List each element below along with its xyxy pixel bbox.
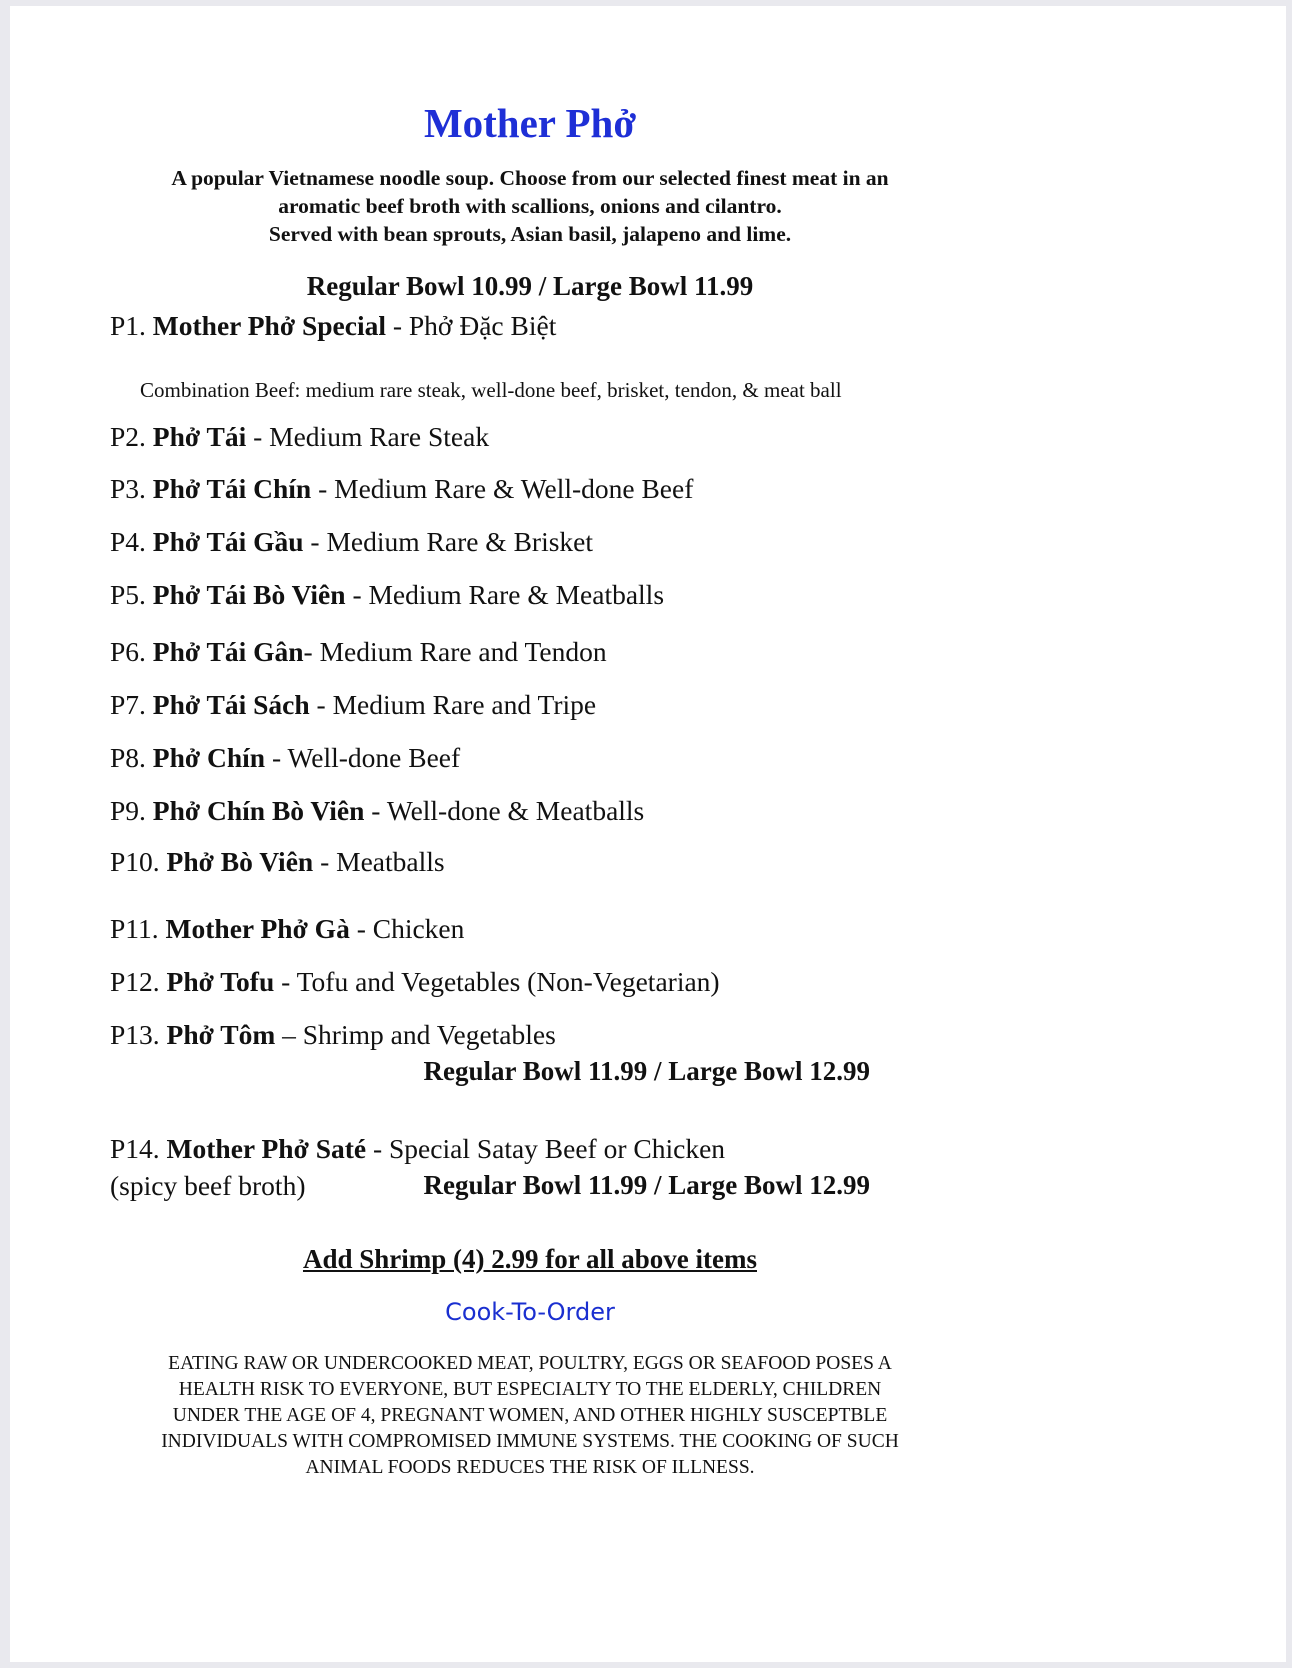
menu-item-p2 bbox=[110, 421, 489, 453]
item-desc: - Tofu and Vegetables (Non-Vegetarian) bbox=[274, 966, 720, 997]
menu-item-p6 bbox=[110, 636, 607, 668]
intro-line: aromatic beef broth with scallions, onions and cilantro. bbox=[278, 194, 782, 218]
p1-detail: Combination Beef: medium rare steak, well-done beef, brisket, tendon, & meat ball bbox=[140, 378, 842, 402]
item-name: Phở Tái Chín bbox=[152, 473, 312, 504]
menu-item-p14 bbox=[110, 1133, 725, 1165]
menu-item-p1 bbox=[110, 310, 556, 342]
item-code: P8. bbox=[110, 742, 146, 773]
menu-item-p9 bbox=[110, 795, 644, 827]
warning-line: EATING RAW OR UNDERCOOKED MEAT, POULTRY, EGGS OR SEAFOOD POSES A bbox=[168, 1353, 892, 1374]
item-code: P4. bbox=[110, 526, 146, 557]
intro-line: A popular Vietnamese noodle soup. Choose from our selected finest meat in an bbox=[171, 166, 889, 190]
p13-price: Regular Bowl 11.99 / Large Bowl 12.99 bbox=[423, 1056, 870, 1086]
menu-item-p13 bbox=[110, 1019, 556, 1051]
item-desc: - Well-done Beef bbox=[265, 742, 461, 773]
item-name: Phở Bò Viên bbox=[166, 846, 314, 877]
menu-item-p10 bbox=[110, 846, 445, 878]
item-name: Phở Tofu bbox=[166, 966, 275, 997]
health-warning bbox=[10, 1351, 1050, 1481]
item-code: P3. bbox=[110, 473, 146, 504]
item-code: P10. bbox=[110, 846, 160, 877]
warning-line: INDIVIDUALS WITH COMPROMISED IMMUNE SYSTEMS. THE COOKING OF SUCH bbox=[161, 1431, 899, 1452]
item-desc: - Medium Rare Steak bbox=[246, 421, 490, 452]
item-name: Phở Tái Bò Viên bbox=[152, 579, 346, 610]
item-code: P13. bbox=[110, 1019, 160, 1050]
item-name: Phở Tái Sách bbox=[152, 689, 310, 720]
menu-item-p12 bbox=[110, 966, 720, 998]
item-desc: - Meatballs bbox=[313, 846, 445, 877]
menu-page bbox=[10, 6, 1286, 1662]
item-desc: - Phở Đặc Biệt bbox=[385, 310, 557, 341]
base-price: Regular Bowl 10.99 / Large Bowl 11.99 bbox=[306, 271, 754, 301]
item-name: Phở Tái Gân bbox=[152, 636, 304, 667]
item-name: Phở Tái bbox=[152, 421, 247, 452]
addon-shrimp: Add Shrimp (4) 2.99 for all above items bbox=[302, 1244, 757, 1274]
item-desc: - Medium Rare and Tendon bbox=[303, 636, 607, 667]
intro-text bbox=[10, 164, 1050, 248]
menu-item-p4 bbox=[110, 526, 593, 558]
item-desc: - Medium Rare & Meatballs bbox=[345, 579, 665, 610]
menu-item-p3 bbox=[110, 473, 693, 505]
item-name: Phở Tôm bbox=[166, 1019, 276, 1050]
item-desc: - Medium Rare & Well-done Beef bbox=[311, 473, 694, 504]
item-name: Phở Chín Bò Viên bbox=[152, 795, 365, 826]
p14-price: Regular Bowl 11.99 / Large Bowl 12.99 bbox=[423, 1170, 870, 1200]
menu-item-p5 bbox=[110, 579, 664, 611]
item-code: P7. bbox=[110, 689, 146, 720]
menu-item-p11 bbox=[110, 913, 464, 945]
item-code: P9. bbox=[110, 795, 146, 826]
cook-to-order: Cook-To-Order bbox=[445, 1298, 615, 1326]
item-code: P12. bbox=[110, 966, 160, 997]
item-code: P5. bbox=[110, 579, 146, 610]
item-desc: - Chicken bbox=[349, 913, 465, 944]
item-name: Mother Phở Saté bbox=[166, 1133, 367, 1164]
intro-line: Served with bean sprouts, Asian basil, jalapeno and lime. bbox=[268, 222, 792, 246]
item-name: Phở Tái Gầu bbox=[152, 526, 304, 557]
item-name: Mother Phở Special bbox=[152, 310, 386, 341]
warning-line: ANIMAL FOODS REDUCES THE RISK OF ILLNESS. bbox=[305, 1457, 755, 1478]
item-desc: - Medium Rare & Brisket bbox=[303, 526, 594, 557]
menu-item-p7 bbox=[110, 689, 596, 721]
item-desc: - Well-done & Meatballs bbox=[364, 795, 645, 826]
item-code: P1. bbox=[110, 310, 146, 341]
warning-line: HEALTH RISK TO EVERYONE, BUT ESPECIALTY TO THE ELDERLY, CHILDREN bbox=[178, 1379, 882, 1400]
warning-line: UNDER THE AGE OF 4, PREGNANT WOMEN, AND OTHER HIGHLY SUSCEPTBLE bbox=[172, 1405, 888, 1426]
item-desc: - Medium Rare and Tripe bbox=[309, 689, 597, 720]
item-code: P2. bbox=[110, 421, 146, 452]
p14-note: (spicy beef broth) bbox=[110, 1170, 306, 1201]
item-code: P14. bbox=[110, 1133, 160, 1164]
item-name: Mother Phở Gà bbox=[165, 913, 350, 944]
menu-title: Mother Phở bbox=[423, 100, 637, 146]
item-desc: – Shrimp and Vegetables bbox=[275, 1019, 556, 1050]
item-code: P6. bbox=[110, 636, 146, 667]
item-desc: - Special Satay Beef or Chicken bbox=[366, 1133, 726, 1164]
item-name: Phở Chín bbox=[152, 742, 266, 773]
item-code: P11. bbox=[110, 913, 159, 944]
menu-item-p8 bbox=[110, 742, 460, 774]
